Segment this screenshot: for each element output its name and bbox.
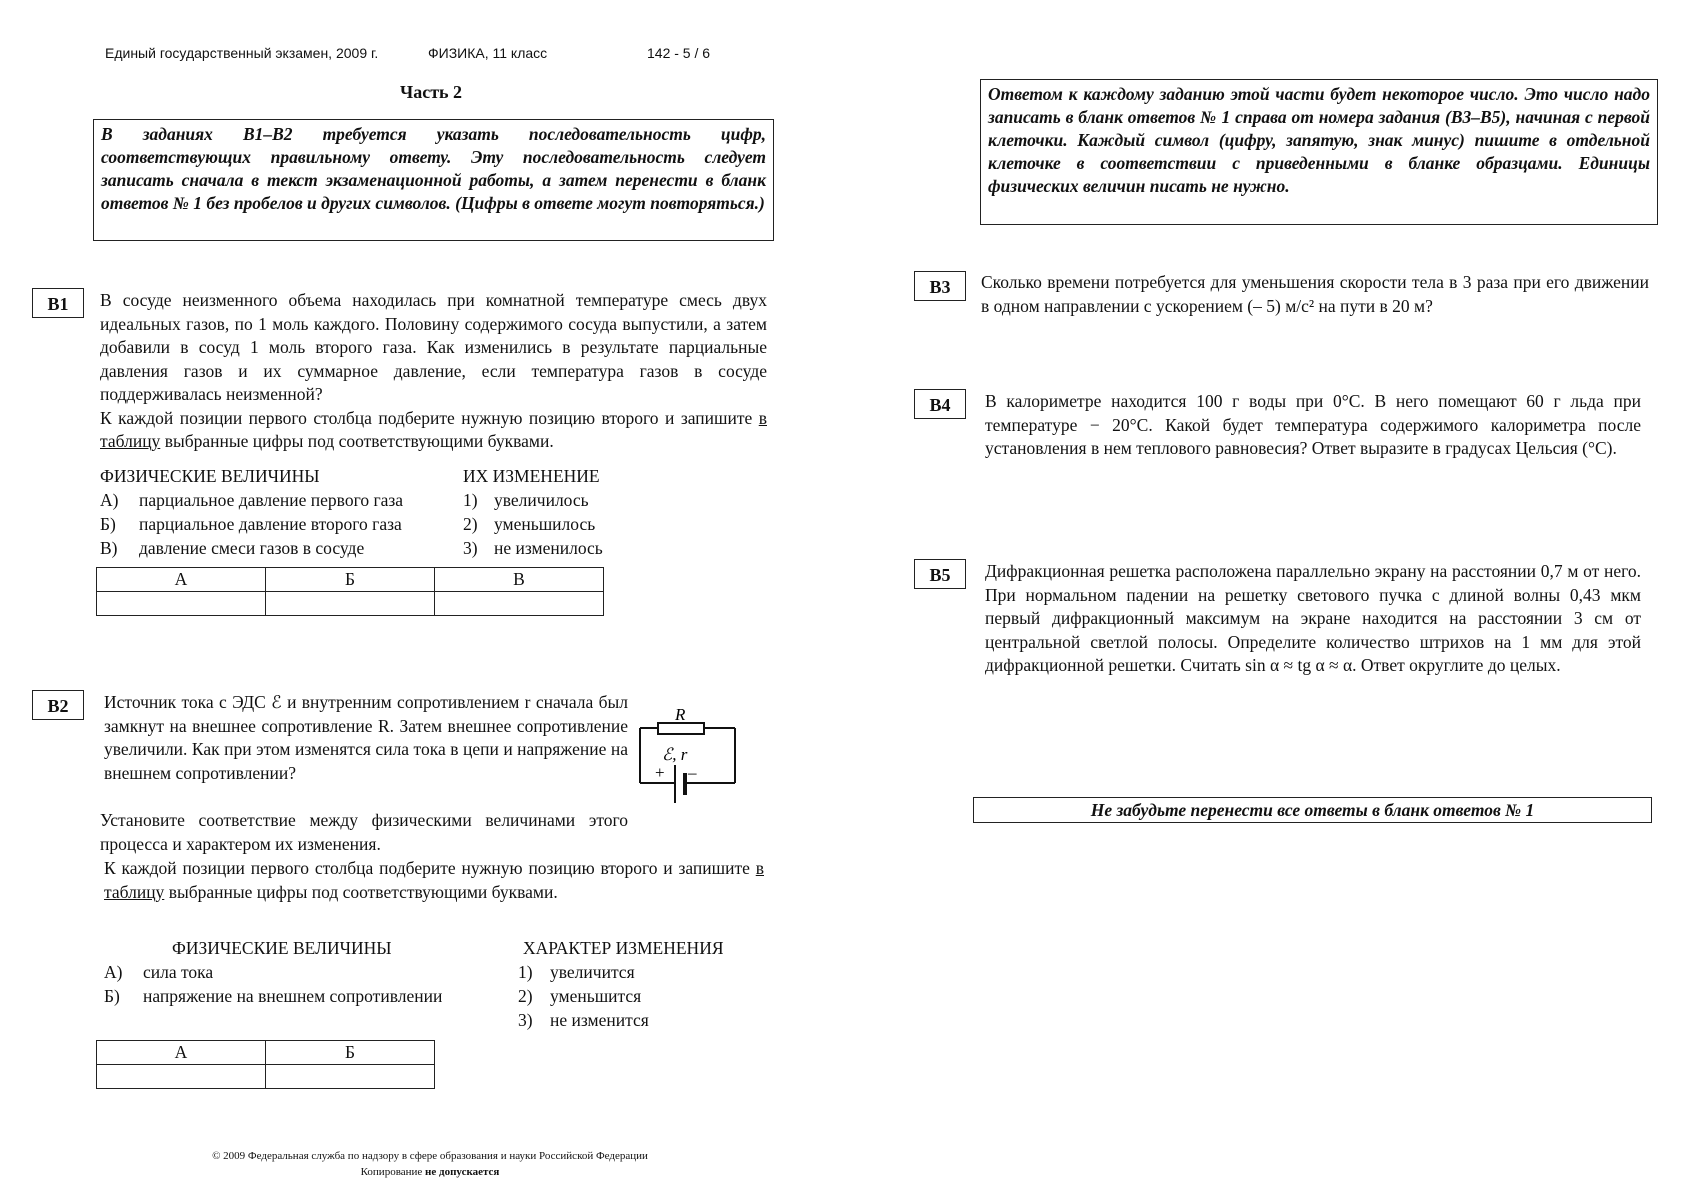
b1-option-key: 3) xyxy=(463,538,478,558)
b1-answer-cell[interactable] xyxy=(97,592,266,616)
task-tag-b4: В4 xyxy=(914,389,966,419)
b1-option-text: не изменилось xyxy=(494,538,603,558)
b1-instruction xyxy=(100,407,767,454)
b2-col-header: Б xyxy=(266,1041,435,1065)
b2-item-text: напряжение на внешнем сопротивлении xyxy=(143,986,443,1006)
b2-correspondence: Установите соответствие между физическими величинами этого процесса и характером их изменения. xyxy=(100,810,628,854)
b1-item-key: В) xyxy=(100,538,118,558)
b1-col1-title: ФИЗИЧЕСКИЕ ВЕЛИЧИНЫ xyxy=(100,466,320,486)
b2-answer-table xyxy=(96,1040,435,1089)
b2-item-key: Б) xyxy=(104,986,120,1006)
table-answer-row xyxy=(97,1065,435,1089)
b1-col2-title: ИХ ИЗМЕНЕНИЕ xyxy=(463,466,600,486)
b1-col-header: А xyxy=(97,568,266,592)
b2-instr-a: К каждой позиции первого столбца подберите нужную позицию второго и запишите xyxy=(104,858,756,878)
footer-copyright: © 2009 Федеральная служба по надзору в сфере образования и науки Российской Федерации xyxy=(212,1150,648,1162)
b1-item-text: давление смеси газов в сосуде xyxy=(139,538,365,558)
task-b3-text: Сколько времени потребуется для уменьшения скорости тела в 3 раза при его движении в одном направлении с ускорением (– 5) м/с² на пути в 20 м? xyxy=(981,272,1649,316)
task-b1-text xyxy=(100,289,767,454)
b2-answer-cell[interactable] xyxy=(97,1065,266,1089)
part-title: Часть 2 xyxy=(400,82,463,102)
header-page: 142 - 5 / 6 xyxy=(647,45,711,61)
b2-option-key: 1) xyxy=(518,962,533,982)
circuit-diagram xyxy=(630,703,750,813)
b2-instruction xyxy=(104,857,764,904)
b1-option-key: 2) xyxy=(463,514,478,534)
b1-instr-b: выбранные цифры под соответствующими буквами. xyxy=(160,431,554,451)
b2-col-header: А xyxy=(97,1041,266,1065)
b2-option-text: не изменится xyxy=(550,1010,649,1030)
b2-option-key: 3) xyxy=(518,1010,533,1030)
b2-option-key: 2) xyxy=(518,986,533,1006)
task-tag-b5: В5 xyxy=(914,559,966,589)
b1-answer-table xyxy=(96,567,604,616)
source-label: ℰ, r xyxy=(662,745,688,764)
task-tag-b3: В3 xyxy=(914,271,966,301)
b1-option-text: уменьшилось xyxy=(494,514,596,534)
b1-item-text: парциальное давление первого газа xyxy=(139,490,404,510)
header-exam: Единый государственный экзамен, 2009 г. xyxy=(105,45,379,61)
b1-condition: В сосуде неизменного объема находилась при комнатной температуре смесь двух идеальных газов, по 1 моль каждого. Половину содержимого сосуда выпустили, а затем добавили в сосуд 1 моль второго газа. Как изменились в результате парциальные давления газов и их суммарное давление, если температура газов в сосуде поддерживалась неизменной? xyxy=(100,290,767,404)
resistor-label: R xyxy=(675,705,686,724)
b2-instr-b: выбранные цифры под соответствующими буквами. xyxy=(164,881,558,902)
table-header-row xyxy=(97,1041,435,1065)
b2-table-link: в таблицу xyxy=(104,858,764,902)
b1-answer-cell[interactable] xyxy=(435,592,604,616)
b1-option-key: 1) xyxy=(463,490,478,510)
table-answer-row xyxy=(97,592,604,616)
task-b4-text: В калориметре находится 100 г воды при 0°С. В него помещают 60 г льда при температуре − 20°С. Какой будет температура содержимого калориметра после установления в нем теплового равновесия? Ответ выразите в градусах Цельсия (°С). xyxy=(985,391,1641,458)
b2-condition: Источник тока с ЭДС ℰ и внутренним сопротивлением r сначала был замкнут на внешнее сопротивление R. Затем внешнее сопротивление увеличили. Как при этом изменятся сила тока в цепи и напряжение на внешнем сопротивлении? xyxy=(104,692,628,783)
b2-answer-cell[interactable] xyxy=(266,1065,435,1089)
b1-col-header: В xyxy=(435,568,604,592)
instructions-b1-b2: В заданиях В1–В2 требуется указать последовательность цифр, соответствующих правильному ответу. Эту последовательность следует записать сначала в текст экзаменационной работы, а затем перенести в бланк ответов № 1 без пробелов и других символов. (Цифры в ответе могут повторяться.) xyxy=(93,119,774,241)
task-tag-b1: В1 xyxy=(32,288,84,318)
footer-copy-a: Копирование xyxy=(360,1166,426,1178)
b2-option-text: увеличится xyxy=(550,962,635,982)
b2-item-text: сила тока xyxy=(143,962,214,982)
b1-option-text: увеличилось xyxy=(494,490,589,510)
b2-item-key: А) xyxy=(104,962,123,982)
b1-item-key: А) xyxy=(100,490,119,510)
b1-item-key: Б) xyxy=(100,514,116,534)
minus-sign: – xyxy=(688,763,697,782)
plus-sign: + xyxy=(655,763,665,782)
resistor-icon xyxy=(658,723,704,734)
reminder-banner: Не забудьте перенести все ответы в бланк ответов № 1 xyxy=(973,797,1652,823)
instructions-b3-b5: Ответом к каждому заданию этой части будет некоторое число. Это число надо записать в бланк ответов № 1 справа от номера задания (В3–В5), начиная с первой клеточки. Каждый символ (цифру, запятую, знак минус) пишите в отдельной клеточке в соответствии с приведенными в бланке образцами. Единицы физических величин писать не нужно. xyxy=(980,79,1658,225)
b1-instr-a: К каждой позиции первого столбца подберите нужную позицию второго и запишите xyxy=(100,407,759,428)
b2-option-text: уменьшится xyxy=(550,986,642,1006)
b2-col1-title: ФИЗИЧЕСКИЕ ВЕЛИЧИНЫ xyxy=(172,938,392,958)
footer-copy-b: не допускается xyxy=(425,1166,500,1178)
b2-col2-title: ХАРАКТЕР ИЗМЕНЕНИЯ xyxy=(523,938,724,958)
b1-col-header: Б xyxy=(266,568,435,592)
b1-answer-cell[interactable] xyxy=(266,592,435,616)
header-subject: ФИЗИКА, 11 класс xyxy=(428,45,548,61)
b1-item-text: парциальное давление второго газа xyxy=(139,514,402,534)
footer-copying xyxy=(80,1165,780,1180)
table-header-row xyxy=(97,568,604,592)
task-b5-text: Дифракционная решетка расположена параллельно экрану на расстоянии 0,7 м от него. При нормальном падении на решетку светового пучка с длиной волны 0,43 мкм первый дифракционный максимум на экране находится на расстоянии 3 см от центральной светлой полосы. Определите количество штрихов на 1 мм для этой дифракционной решетки. Считать sin α ≈ tg α ≈ α. Ответ округлите до целых. xyxy=(985,561,1641,675)
b1-table-link: в таблицу xyxy=(100,407,767,451)
task-tag-b2: В2 xyxy=(32,690,84,720)
